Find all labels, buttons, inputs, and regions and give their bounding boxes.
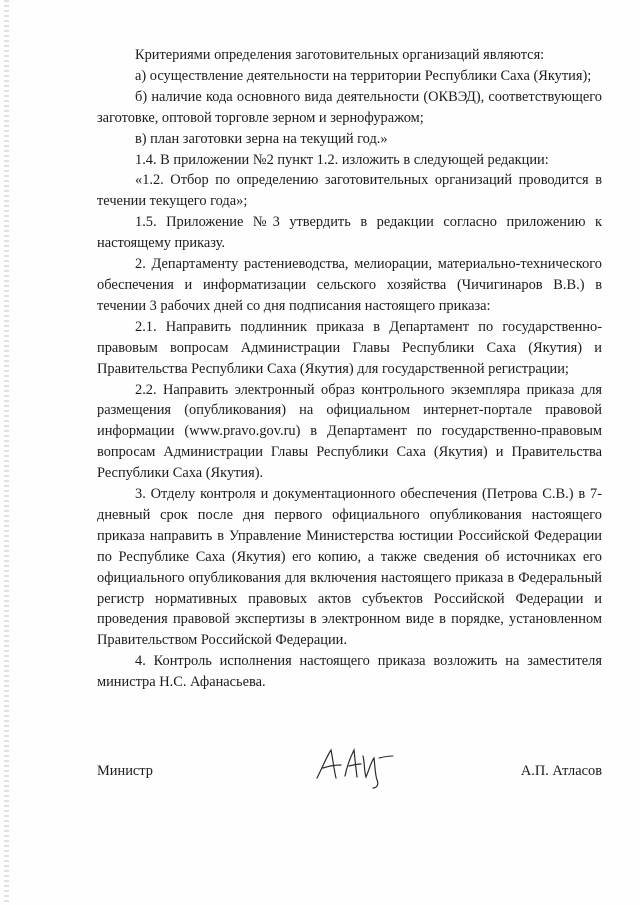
paragraph: в) план заготовки зерна на текущий год.» xyxy=(135,130,388,147)
paragraph: 2.1. Направить подлинник приказа в Департамент по государственно-правовым вопросам Администрации Главы Республики Саха (Якутия) и Правительства Республики Саха (Якутия) для государственной регистрации; xyxy=(97,318,602,377)
paragraph: «1.2. Отбор по определению заготовительных организаций проводится в течении текущего года»; xyxy=(97,172,602,210)
signature-block xyxy=(97,756,602,796)
paragraph: 2. Департаменту растениеводства, мелиорации, материально-технического обеспечения и информатизации сельского хозяйства (Чичигинаров В.В.) в течении 3 рабочих дней со дня подписания настоящего приказа: xyxy=(97,256,602,314)
paragraph: Критериями определения заготовительных организаций являются: xyxy=(135,47,545,63)
paragraph: а) осуществление деятельности на территории Республики Саха (Якутия); xyxy=(135,67,592,84)
signatory-title: Министр xyxy=(97,763,153,779)
paragraph: 3. Отделу контроля и документационного обеспечения (Петрова С.В.) в 7-дневный срок после дня первого официального опубликования настоящего приказа направить в Управление Министерства юстиции Российской Федерации по Республике Саха (Якутия) его копию, а также сведения об источниках его официального опубликования для включения настоящего приказа в Федеральный регистр нормативных правовых актов субъектов Российской Федерации и проведения правовой экспертизы в электронном виде в порядке, установленном Правительством Российской Федерации. xyxy=(97,486,602,649)
paragraph: 1.5. Приложение №3 утвердить в редакции согласно приложению к настоящему приказу. xyxy=(97,214,602,252)
handwritten-signature xyxy=(309,744,399,790)
signatory-name: А.П. Атласов xyxy=(520,763,602,779)
paragraph: 2.2. Направить электронный образ контрольного экземпляра приказа для размещения (опубликования) на официальном интернет-портале правовой информации (www.pravo.gov.ru) в Департамент по государственно-правовым вопросам Администрации Главы Республики Саха (Якутия) и Правительства Республики Саха (Якутия). xyxy=(97,381,602,482)
paragraph: 1.4. В приложении №2 пункт 1.2. изложить в следующей редакции: xyxy=(135,151,549,168)
paragraph: 4. Контроль исполнения настоящего приказа возложить на заместителя министра Н.С. Афанасьева. xyxy=(97,653,602,691)
paragraph: б) наличие кода основного вида деятельности (ОКВЭД), соответствующего заготовке, оптовой торговле зерном и зернофуражом; xyxy=(97,88,602,126)
scan-edge-artifact xyxy=(4,0,9,905)
document-body xyxy=(97,45,602,693)
